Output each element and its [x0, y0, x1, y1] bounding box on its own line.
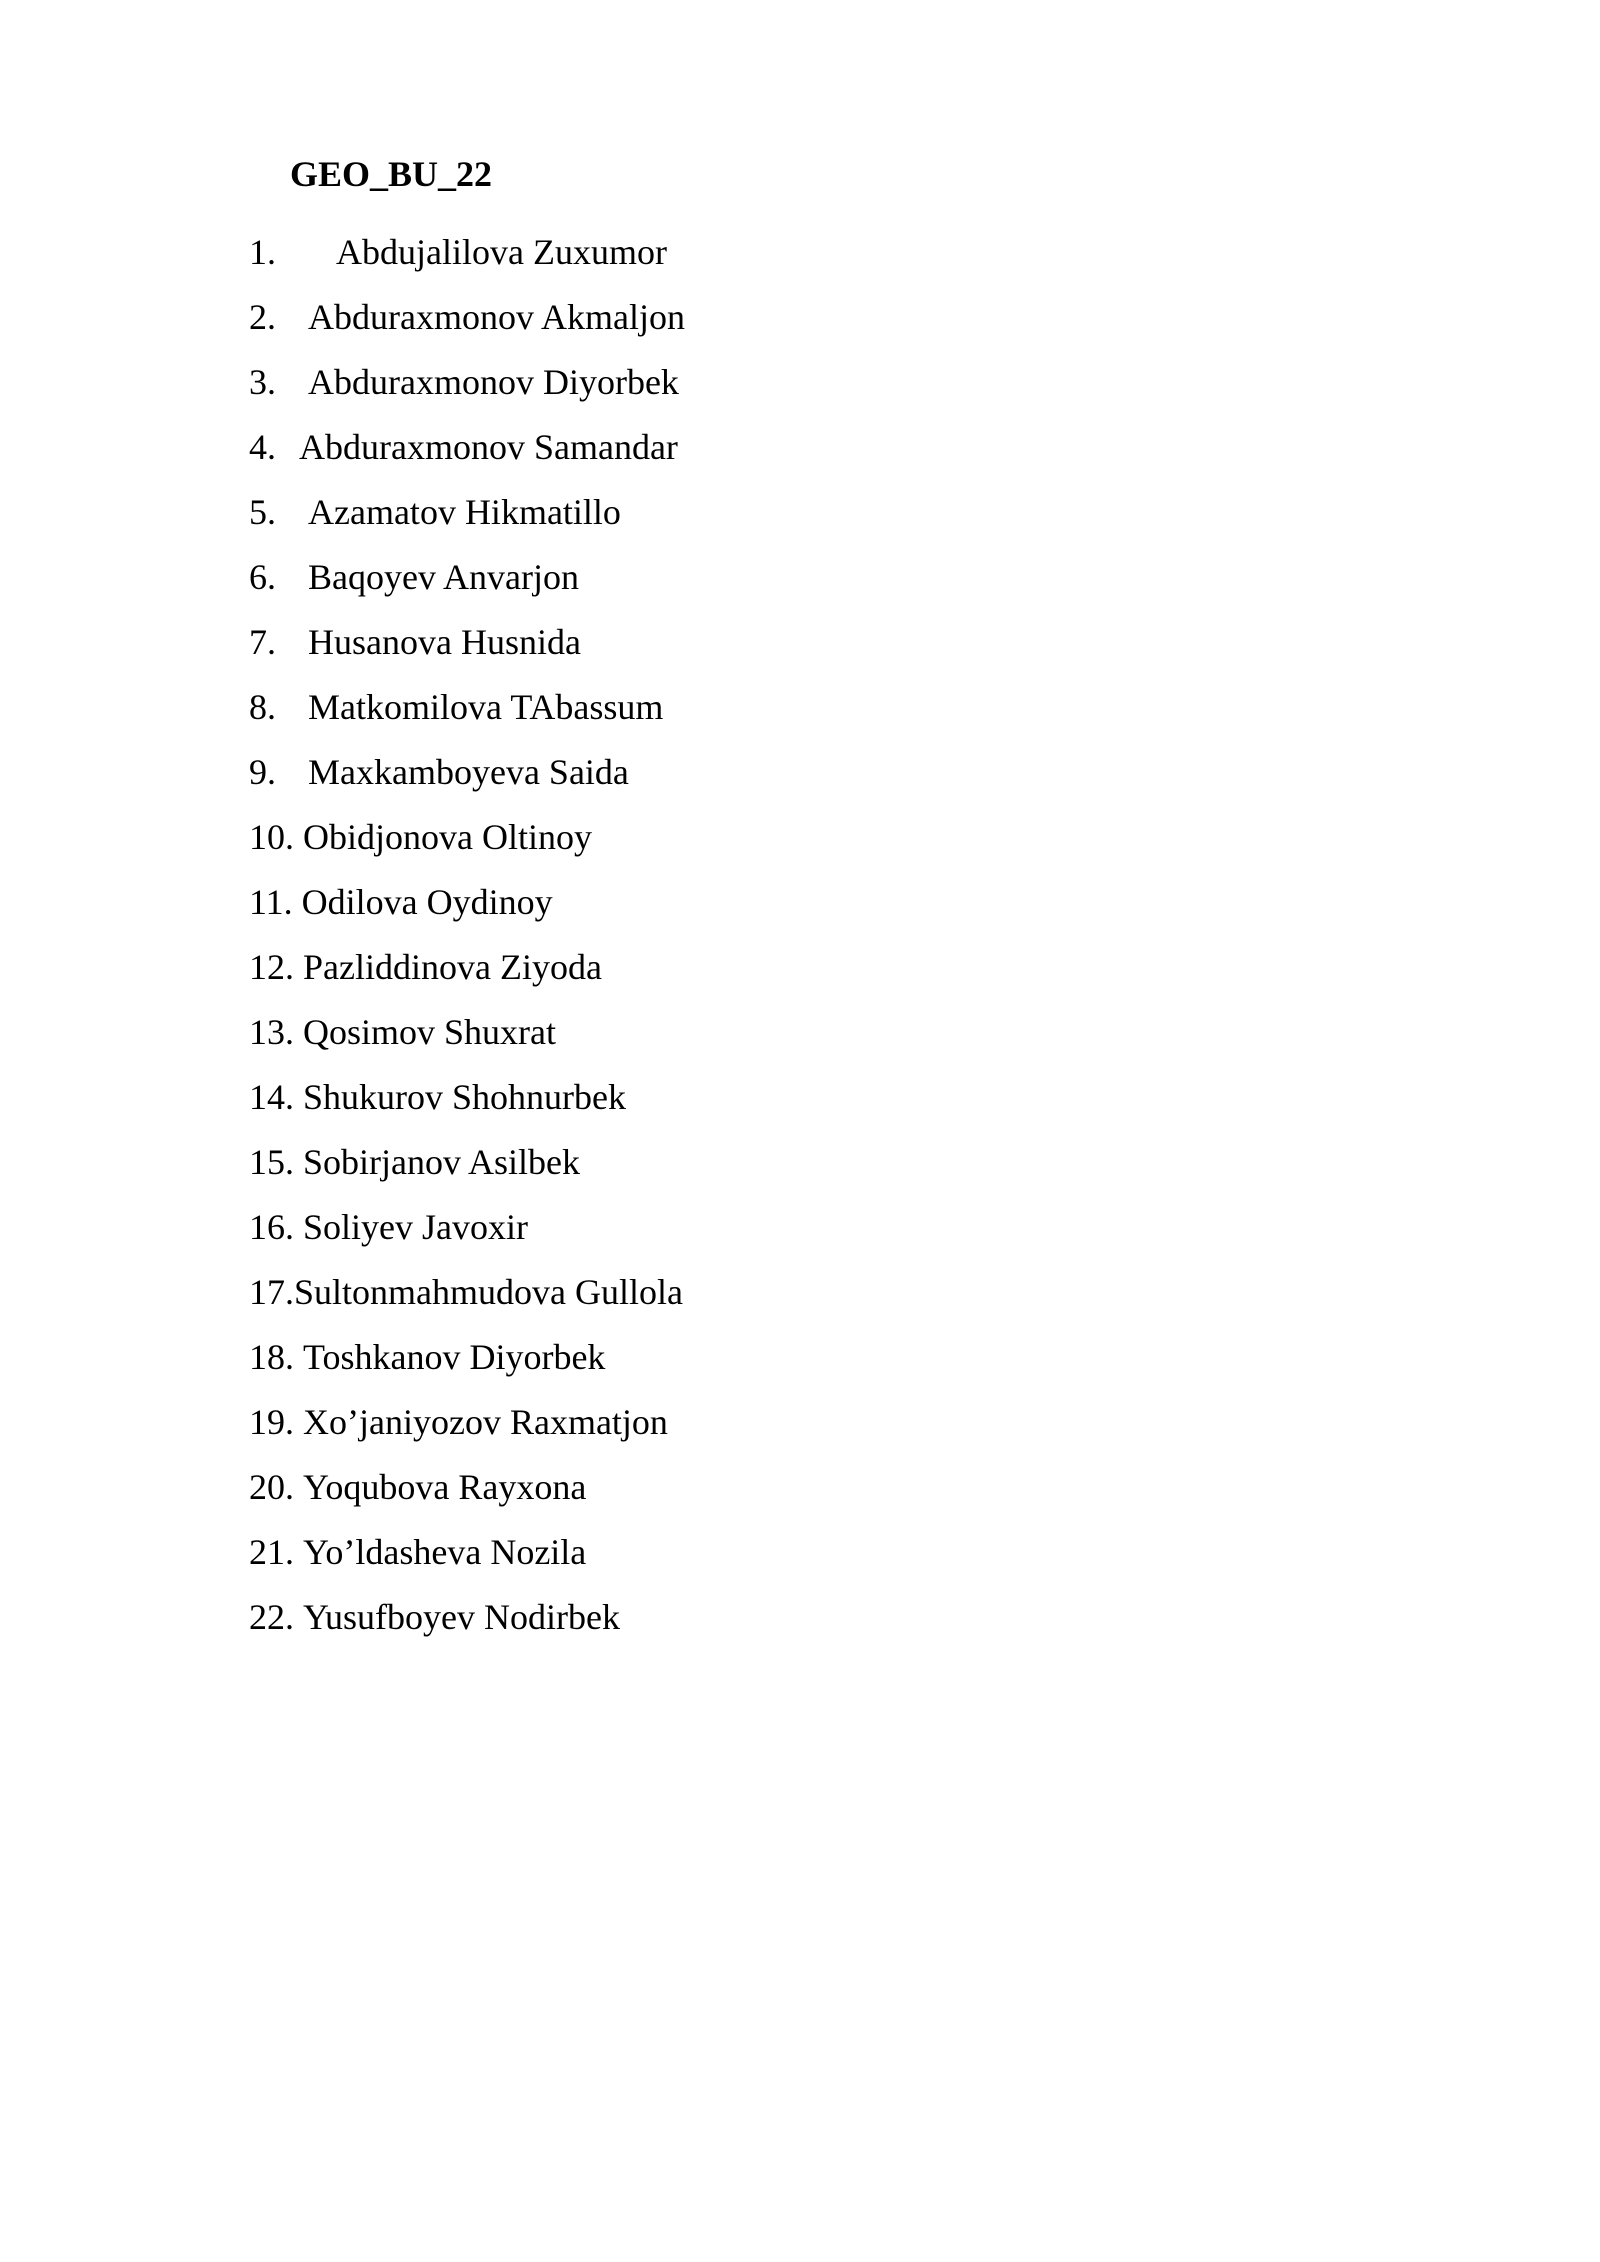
list-item-number: 17.: [249, 1272, 294, 1312]
document-title: GEO_BU_22: [290, 154, 493, 194]
list-item-name: Xo’janiyozov Raxmatjon: [303, 1402, 668, 1442]
list-item-name: Matkomilova TAbassum: [308, 687, 664, 727]
list-item-number: 4.: [249, 427, 276, 467]
list-item: [249, 618, 685, 683]
list-item-name: Azamatov Hikmatillo: [308, 492, 621, 532]
name-list: [249, 228, 685, 1658]
list-item-name: Yusufboyev Nodirbek: [303, 1597, 620, 1637]
list-item-name: Soliyev Javoxir: [303, 1207, 528, 1247]
list-item-name: Yo’ldasheva Nozila: [303, 1532, 587, 1572]
list-item: [249, 683, 685, 748]
list-item-number: 6.: [249, 557, 276, 597]
list-item: [249, 1333, 685, 1398]
list-item-name: Abdujalilova Zuxumor: [336, 232, 667, 272]
list-item: [249, 228, 685, 293]
list-item-number: 8.: [249, 687, 276, 727]
list-item-number: 22.: [249, 1597, 294, 1637]
list-item-number: 15.: [249, 1142, 294, 1182]
list-item-name: Shukurov Shohnurbek: [303, 1077, 626, 1117]
list-item-name: Sultonmahmudova Gullola: [294, 1272, 683, 1312]
list-item-number: 11.: [249, 882, 293, 922]
list-item: [249, 358, 685, 423]
list-item: [249, 1138, 685, 1203]
list-item-name: Toshkanov Diyorbek: [303, 1337, 606, 1377]
list-item: [249, 1073, 685, 1138]
list-item-number: 19.: [249, 1402, 294, 1442]
list-item-number: 21.: [249, 1532, 294, 1572]
list-item-name: Abduraxmonov Samandar: [299, 427, 678, 467]
list-item-name: Pazliddinova Ziyoda: [303, 947, 602, 987]
list-item: [249, 813, 685, 878]
list-item-name: Yoqubova Rayxona: [303, 1467, 587, 1507]
list-item-number: 14.: [249, 1077, 294, 1117]
list-item-name: Maxkamboyeva Saida: [308, 752, 629, 792]
list-item-name: Husanova Husnida: [308, 622, 581, 662]
list-item-number: 2.: [249, 297, 276, 337]
list-item-number: 5.: [249, 492, 276, 532]
list-item: [249, 943, 685, 1008]
list-item: [249, 748, 685, 813]
list-item: [249, 488, 685, 553]
list-item-number: 1.: [249, 232, 276, 272]
list-item: [249, 293, 685, 358]
list-item: [249, 1593, 685, 1658]
list-item: [249, 1398, 685, 1463]
list-item-name: Abduraxmonov Diyorbek: [308, 362, 679, 402]
list-item-number: 7.: [249, 622, 276, 662]
list-item: [249, 1268, 685, 1333]
list-item-number: 9.: [249, 752, 276, 792]
list-item-number: 12.: [249, 947, 294, 987]
list-item-name: Baqoyev Anvarjon: [308, 557, 579, 597]
list-item: [249, 1463, 685, 1528]
list-item-number: 10.: [249, 817, 294, 857]
list-item: [249, 1008, 685, 1073]
list-item: [249, 423, 685, 488]
list-item: [249, 1528, 685, 1593]
list-item-name: Odilova Oydinoy: [301, 882, 553, 922]
list-item-name: Abduraxmonov Akmaljon: [308, 297, 685, 337]
list-item-name: Obidjonova Oltinoy: [303, 817, 592, 857]
list-item-number: 3.: [249, 362, 276, 402]
list-item-name: Qosimov Shuxrat: [303, 1012, 557, 1052]
list-item: [249, 878, 685, 943]
list-item: [249, 1203, 685, 1268]
list-item-number: 20.: [249, 1467, 294, 1507]
list-item: [249, 553, 685, 618]
list-item-number: 13.: [249, 1012, 294, 1052]
list-item-name: Sobirjanov Asilbek: [303, 1142, 580, 1182]
list-item-number: 16.: [249, 1207, 294, 1247]
list-item-number: 18.: [249, 1337, 294, 1377]
